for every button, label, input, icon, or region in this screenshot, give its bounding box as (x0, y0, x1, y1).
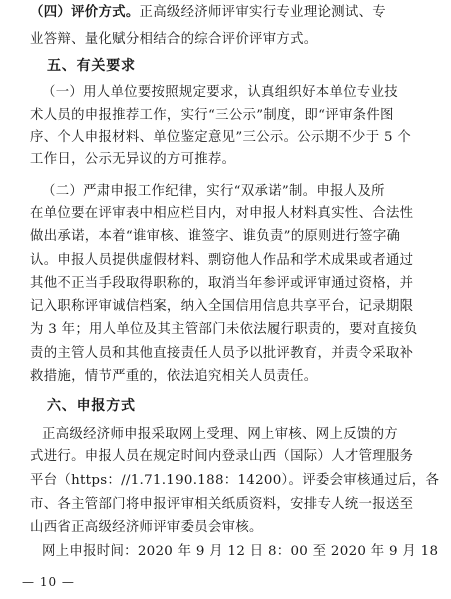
section5-p2-line8: 责的主管人员和其他直接责任人员予以批评教育，并责令采取补 (30, 346, 414, 361)
section5-p2-line1: （二）严肃申报工作纪律，实行“双承诺”制。申报人及所 (42, 184, 385, 199)
section5-p2-line4: 认。申报人员提供虚假材料、剽窃他人作品和学术成果或者通过 (30, 253, 414, 268)
section4-label: （四）评价方式。 (30, 4, 140, 20)
section5-p1-line4: 工作日，公示无异议的方可推荐。 (30, 152, 236, 167)
section6-p1-line3: 平台（https：//1.71.190.188：14200）。评委会审核通过后，各 (30, 473, 440, 488)
section5-heading: 五、有关要求 (47, 58, 136, 74)
section4-line1-text: 正高级经济师评审实行专业理论测试、专 (139, 5, 386, 20)
section5-p1-line1: （一）用人单位要按照规定要求，认真组织好本单位专业技 (42, 85, 398, 100)
section4-line2: 业答辩、量化赋分相结合的综合评价评审方式。 (30, 32, 318, 47)
section5-p2-line6: 记入职称评审诚信档案，纳入全国信用信息共享平台，记录期限 (30, 299, 414, 314)
section5-p2-line5: 其他不正当手段取得职称的，取消当年参评或评审通过资格，并 (30, 276, 414, 291)
section5-p2-line7: 为 3 年；用人单位及其主管部门未依法履行职责的，要对直接负 (30, 322, 418, 337)
section6-heading: 六、申报方式 (47, 398, 136, 414)
section6-p1-line4: 市、各主管部门将申报评审相关纸质资料，安排专人统一报送至 (30, 497, 414, 512)
section5-p2-line3: 做出承诺，本着“谁审核、谁签字、谁负责”的原则进行签字确 (30, 229, 401, 244)
section5-p2-line9: 救措施，情节严重的，依法追究相关人员责任。 (30, 369, 318, 384)
section5-p1-line3: 序、个人申报材料、单位鉴定意见”三公示。公示期不少于 5 个 (30, 130, 412, 145)
section4-line1 (30, 3, 386, 22)
page-number: — 10 — (22, 575, 75, 589)
section6-p1-line1: 正高级经济师申报采取网上受理、网上审核、网上反馈的方 (42, 427, 398, 442)
section6-p1-line2: 式进行。申报人员在规定时间内登录山西（国际）人才管理服务 (30, 449, 414, 464)
section6-p1-line5: 山西省正高级经济师评审委员会审核。 (30, 520, 263, 535)
section5-p2-line2: 在单位要在评审表中相应栏目内，对申报人材料真实性、合法性 (30, 206, 414, 221)
section5-p1-line2: 术人员的申报推荐工作，实行“三公示”制度，即“评审条件图 (30, 108, 394, 123)
section6-p2-line1: 网上申报时间：2020 年 9 月 12 日 8：00 至 2020 年 9 月 18 (42, 544, 439, 559)
